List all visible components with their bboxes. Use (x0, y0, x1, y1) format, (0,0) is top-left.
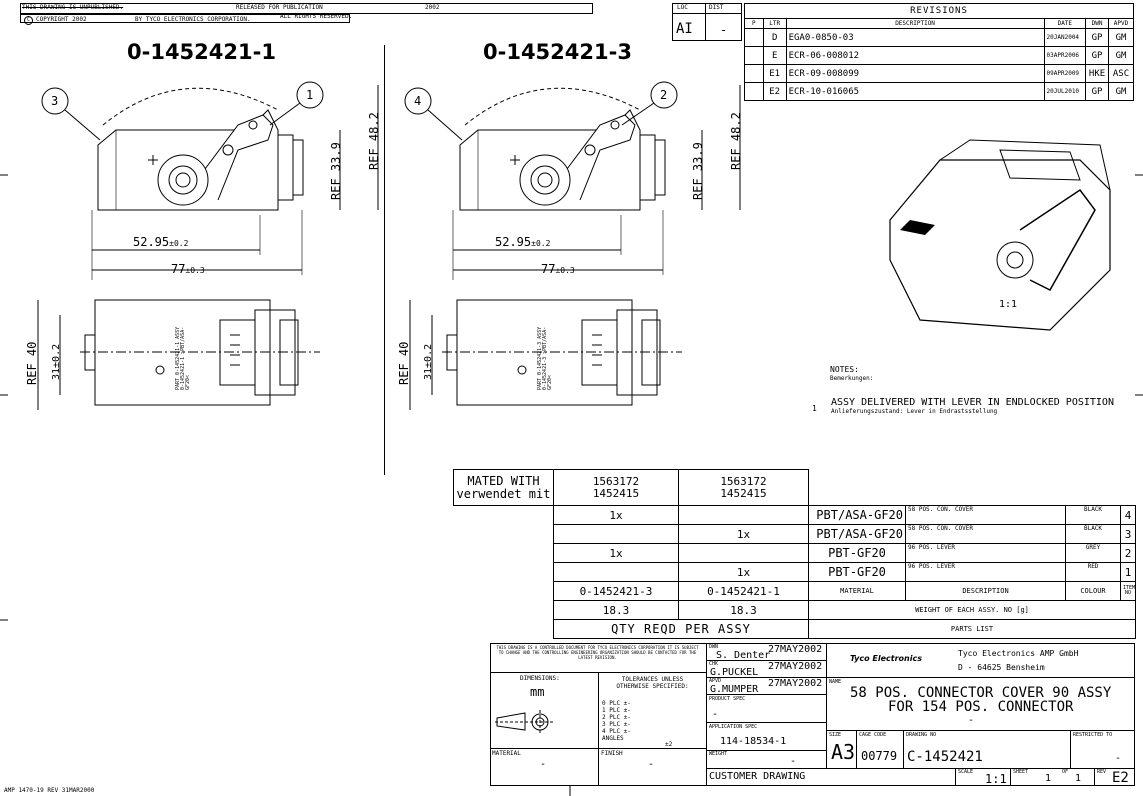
left-view-title: 0-1452421-1 (127, 40, 276, 64)
scale-val: 1:1 (985, 772, 1007, 786)
callout-1: 1 (306, 88, 314, 102)
chk-date: 27MAY2002 (768, 661, 823, 672)
parts-row (454, 544, 1136, 563)
part-colour: BLACK (1066, 506, 1121, 525)
dwn-name: S. Denter (716, 650, 771, 661)
product-spec-label: PRODUCT SPEC (709, 696, 746, 702)
dist-value: - (720, 23, 728, 37)
weight-col1: 18.3 (554, 601, 679, 620)
cage-val: 00779 (861, 749, 898, 763)
part-label-right: PART 0-1452421-3 ASSY 0-1452421-3 >PBT/ASA-GF20< (537, 326, 553, 390)
tolerance-rows: 0 PLC ±- 1 PLC ±- 2 PLC ±- 3 PLC ±- 4 PLC ±- ANGLES (602, 700, 631, 742)
name-line2: FOR 154 POS. CONNECTOR (888, 699, 1074, 715)
notes-title: NOTES: (830, 365, 859, 374)
rev-date: 03APR2006 (1044, 47, 1086, 65)
chk-label: CHK (709, 661, 719, 667)
chk-name: G.PUCKEL (710, 667, 759, 678)
rev-apvd: GM (1109, 29, 1134, 47)
drawing-no-val: C-1452421 (907, 749, 983, 765)
rev-desc: ECR-10-016065 (786, 83, 1044, 101)
drawing-no-label: DRAWING NO (906, 732, 937, 738)
mated-col2: 1563172 1452415 (679, 470, 809, 506)
rev-label: REV (1097, 769, 1107, 775)
part-desc: 58 POS. CON. COVER (906, 506, 1066, 525)
mated-col1: 1563172 1452415 (554, 470, 679, 506)
product-spec-val: - (712, 709, 719, 720)
dim-ref40-left: REF 40 (25, 341, 39, 385)
application-spec-val: 114-18534-1 (720, 736, 787, 747)
iso-scale: 1:1 (999, 299, 1018, 310)
part-material: PBT/ASA-GF20 (809, 506, 906, 525)
part-colour: BLACK (1066, 525, 1121, 544)
copyright-text: COPYRIGHT 2002 (36, 16, 87, 23)
mated-with-cell: MATED WITH verwendet mit (454, 470, 554, 506)
qty-col1 (554, 563, 679, 582)
loc-label: LOC (677, 4, 688, 11)
unpublished-text: THIS DRAWING IS UNPUBLISHED. (22, 4, 124, 11)
note-text-de: Anlieferungszustand: Lever in Endrastsstellung (831, 408, 998, 415)
weight-col2: 18.3 (679, 601, 809, 620)
parts-row (454, 563, 1136, 582)
revisions-title: REVISIONS (744, 3, 1134, 18)
qty-col1: 1x (554, 506, 679, 525)
part-material: PBT-GF20 (809, 563, 906, 582)
parts-row (454, 525, 1136, 544)
finish-label: FINISH (601, 750, 623, 757)
rev-date: 09APR2009 (1044, 65, 1086, 83)
rev-hdr-p: P (745, 19, 764, 29)
size-val: A3 (831, 740, 856, 764)
weight-header: WEIGHT OF EACH ASSY. NO [g] (809, 601, 1136, 620)
name-label: NAME (829, 679, 842, 685)
part-item: 3 (1121, 525, 1136, 544)
part-item: 2 (1121, 544, 1136, 563)
rev-dwn: GP (1086, 47, 1109, 65)
dist-label: DIST (709, 4, 724, 11)
rev-date: 20JUL2010 (1044, 83, 1086, 101)
colour-header: COLOUR (1066, 582, 1121, 601)
company-name: Tyco Electronics AMP GmbH (958, 649, 1079, 658)
rev-dwn: HKE (1086, 65, 1109, 83)
dim-77-right: 77±0.3 (541, 262, 575, 276)
tyco-logo: Tyco Electronics (850, 654, 922, 663)
rev-ltr: E2 (763, 83, 786, 101)
dim-ref482-left: REF 48.2 (367, 112, 381, 170)
parts-row (454, 506, 1136, 525)
rev-val: E2 (1112, 770, 1129, 786)
dim-ref40-right: REF 40 (397, 341, 411, 385)
size-label: SIZE (829, 732, 842, 738)
qty-col2 (679, 544, 809, 563)
dim-31-left: 31±0.2 (51, 343, 62, 380)
part-label-left: PART 0-1452421-1 ASSY 0-1452421-1 >PBT/ASA-GF20< (175, 326, 191, 390)
rev-ltr: E1 (763, 65, 786, 83)
restricted-label: RESTRICTED TO (1073, 732, 1113, 738)
item-header: ITEM NO (1121, 582, 1136, 601)
qty-col1 (554, 525, 679, 544)
dwn-date: 27MAY2002 (768, 644, 823, 655)
scale-label: SCALE (958, 769, 974, 775)
note-text: ASSY DELIVERED WITH LEVER IN ENDLOCKED POSITION (831, 397, 1114, 408)
rev-hdr-dwn: DWN (1086, 19, 1109, 29)
callout-3: 3 (51, 94, 59, 108)
dimensions-unit: mm (530, 685, 545, 699)
rev-apvd: GM (1109, 83, 1134, 101)
copyright-icon: C (24, 16, 33, 25)
qty-col2: 1x (679, 563, 809, 582)
angles-val: ±2 (665, 741, 673, 748)
part-desc: 58 POS. CON. COVER (906, 525, 1066, 544)
qty-reqd: QTY REQD PER ASSY (554, 620, 809, 639)
material-header: MATERIAL (809, 582, 906, 601)
callout-2: 2 (660, 88, 668, 102)
note-number: 1 (812, 404, 817, 413)
rights-text: ALL RIGHTS RESERVED. (280, 13, 353, 20)
dim-77-left: 77±0.3 (171, 262, 205, 276)
sheet-val: 1 (1045, 773, 1052, 784)
parts-list (453, 469, 1136, 639)
apvd-name: G.MUMPER (710, 684, 759, 695)
copyright-by: BY TYCO ELECTRONICS CORPORATION. (135, 16, 251, 23)
col2-part-number: 0-1452421-1 (679, 582, 809, 601)
rev-hdr-ltr: LTR (763, 19, 786, 29)
controlled-notice: THIS DRAWING IS A CONTROLLED DOCUMENT FOR TYCO ELECTRONICS CORPORATION IT IS SUBJECT TO CHANGE AND THE CONTROLLING ENGINEERING ORGANIZATION SHOULD BE CONTACTED FOR THE LATEST REVISION. (496, 645, 699, 660)
part-colour: RED (1066, 563, 1121, 582)
loc-value: AI (676, 21, 693, 37)
rev-ltr: D (763, 29, 786, 47)
projection-icon (495, 710, 555, 735)
qty-col2 (679, 506, 809, 525)
dim-ref339-right: REF 33.9 (691, 142, 705, 200)
part-desc: 96 POS. LEVER (906, 563, 1066, 582)
rev-date: 20JAN2004 (1044, 29, 1086, 47)
part-material: PBT/ASA-GF20 (809, 525, 906, 544)
tolerances-label: TOLERANCES UNLESS OTHERWISE SPECIFIED: (616, 676, 689, 690)
rev-desc: ECR-06-008012 (786, 47, 1044, 65)
customer-drawing: CUSTOMER DRAWING (709, 771, 806, 782)
description-header: DESCRIPTION (906, 582, 1066, 601)
material-val: - (540, 759, 547, 770)
rev-desc: ECR-09-008099 (786, 65, 1044, 83)
part-material: PBT-GF20 (809, 544, 906, 563)
restricted-val: - (1115, 753, 1122, 764)
of-label: OF (1062, 769, 1069, 775)
callout-4: 4 (414, 94, 422, 108)
released-text: RELEASED FOR PUBLICATION (236, 4, 323, 11)
dwn-label: DWN (709, 644, 719, 650)
col1-part-number: 0-1452421-3 (554, 582, 679, 601)
rev-dwn: GP (1086, 29, 1109, 47)
name-line1: 58 POS. CONNECTOR COVER 90 ASSY (850, 685, 1112, 701)
qty-col1: 1x (554, 544, 679, 563)
name-dash: - (968, 715, 975, 726)
part-colour: GREY (1066, 544, 1121, 563)
rev-hdr-date: DATE (1044, 19, 1086, 29)
sheet-label: SHEET (1013, 769, 1029, 775)
right-view-title: 0-1452421-3 (483, 40, 632, 64)
rev-dwn: GP (1086, 83, 1109, 101)
dim-ref482-right: REF 48.2 (729, 112, 743, 170)
part-item: 1 (1121, 563, 1136, 582)
part-desc: 96 POS. LEVER (906, 544, 1066, 563)
dim-5295-right: 52.95±0.2 (495, 235, 551, 249)
rev-apvd: GM (1109, 47, 1134, 65)
released-year: 2002 (425, 4, 440, 11)
rev-hdr-apvd: APVD (1109, 19, 1134, 29)
cage-label: CAGE CODE (859, 732, 887, 738)
dim-5295-left: 52.95±0.2 (133, 235, 189, 249)
form-number: AMP 1470-19 REV 31MAR2000 (4, 787, 95, 794)
part-item: 4 (1121, 506, 1136, 525)
rev-ltr: E (763, 47, 786, 65)
material-label: MATERIAL (492, 750, 521, 757)
rev-hdr-desc: DESCRIPTION (786, 19, 1044, 29)
of-val: 1 (1075, 773, 1082, 784)
rev-apvd: ASC (1109, 65, 1134, 83)
weight-label: WEIGHT (709, 751, 728, 757)
dim-ref339-left: REF 33.9 (329, 142, 343, 200)
finish-val: - (648, 759, 655, 770)
apvd-date: 27MAY2002 (768, 678, 823, 689)
application-spec-label: APPLICATION SPEC (709, 724, 758, 730)
weight-val: - (790, 756, 797, 767)
rev-desc: EGA0-0850-03 (786, 29, 1044, 47)
notes-title-de: Bemerkungen: (830, 375, 874, 382)
dim-31-right: 31±0.2 (423, 343, 434, 380)
parts-list-title: PARTS LIST (809, 620, 1136, 639)
qty-col2: 1x (679, 525, 809, 544)
dimensions-label: DIMENSIONS: (520, 675, 560, 682)
company-address: D - 64625 Bensheim (958, 663, 1045, 672)
apvd-label: APVD (709, 678, 722, 684)
